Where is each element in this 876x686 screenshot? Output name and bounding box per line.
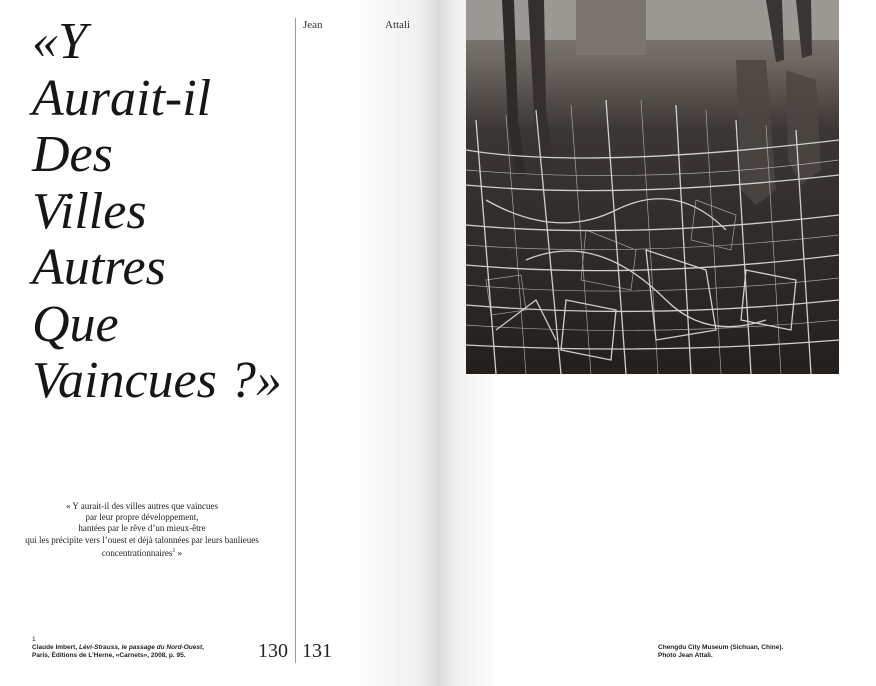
running-head-first-name: Jean (303, 19, 323, 31)
title-line: Villes (32, 182, 147, 240)
quote-line: « Y aurait-il des villes autres que vaincues (65, 501, 219, 511)
photo-illustration (466, 0, 839, 374)
quote-line: par leur propre développement, (85, 512, 199, 523)
quote-line: hantées par le rêve d’un mieux-être (78, 523, 206, 534)
title-line: Autres (32, 239, 166, 296)
title-line: Aurait-il (32, 69, 212, 127)
title-line: «Y (32, 13, 87, 70)
footnote-reference[interactable]: 1 (172, 547, 176, 554)
footnote: 1 Claude Imbert, Lévi-Strauss, le passage du Nord-Ouest, Paris, Éditions de L’Herne, «Carnets», 2008, p. 95. (32, 636, 262, 660)
footnote-author: Claude Imbert, (32, 644, 79, 651)
page-title (32, 14, 282, 410)
quote-line: qui les précipite vers l’ouest et déjà talonnées par leurs banlieues (25, 534, 259, 545)
footnote-publisher: Paris, Éditions de L’Herne, «Carnets», 2008, p. 95. (32, 652, 186, 659)
city-map-floor-photo (466, 0, 839, 374)
title-line: Que (32, 295, 119, 353)
epigraph-quote (14, 501, 270, 559)
caption-line: Photo Jean Attali. (658, 652, 713, 659)
quote-line: concentrationnaires (101, 547, 173, 558)
column-divider (295, 18, 296, 663)
caption-line: Chengdu City Museum (Sichuan, Chine). (658, 644, 784, 651)
footnote-work-title: Lévi-Strauss, le passage du Nord-Ouest (78, 644, 203, 651)
page-number-left: 130 (258, 640, 288, 662)
quote-close: » (175, 547, 183, 558)
title-line: Vaincues ?» (32, 352, 282, 409)
running-head-last-name: Attali (385, 19, 411, 31)
title-line: Des (32, 126, 113, 183)
quote-line-last (14, 546, 270, 559)
photo-caption (658, 644, 838, 660)
footnote-number: 1 (32, 636, 36, 643)
page-number-right: 131 (302, 640, 332, 662)
